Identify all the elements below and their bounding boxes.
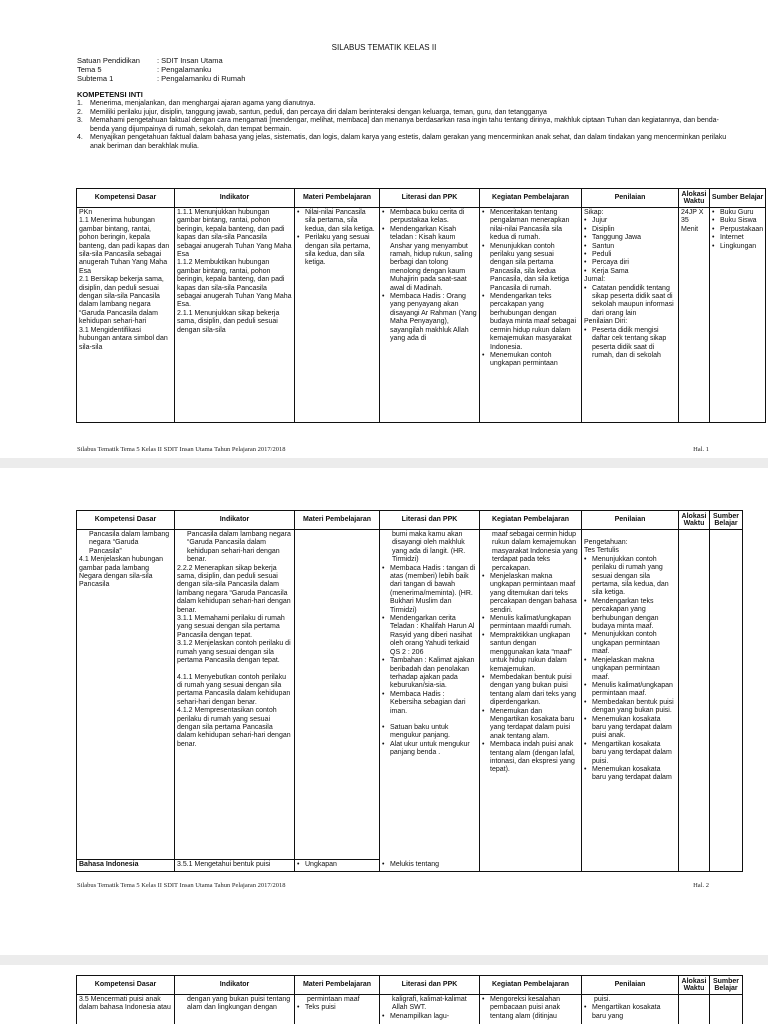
cell-literasi: • Melukis tentang	[380, 860, 480, 872]
header-literasi: Literasi dan PPK	[380, 511, 480, 530]
table-row	[77, 530, 743, 860]
table-row	[77, 208, 766, 423]
page-footer-2: Silabus Tematik Tema 5 Kelas II SDIT Insan Utama Tahun Pelajaran 2017/2018 Hal. 2	[77, 882, 709, 889]
cell-indikator: Pancasila dalam lambang negara “Garuda Pancasila dalam kehidupan sehari-hari dengan benar. 2.2.2 Menerapkan sikap bekerja sama, disiplin, dan peduli sesuai dengan sila-sila Pancasila dalam lambang negara “Garuda Pancasila dalam kehidupan sehari-hari dengan benar. 3.1.1 Memahami perilaku di rumah yang sesuai dengan sila pertama Pancasila dengan tepat. 3.1.2 Menjelaskan contoh perilaku di rumah yang sesuai dengan sila pertama Pancasila dengan tepat. 4.1.1 Menyebutkan contoh perilaku di rumah yang sesuai dengan sila pertama Pancasila dalam kehidupan sehari-hari dengan benar. 4.1.2 Mempresentasikan contoh perilaku di rumah yang sesuai dengan sila pertama Pancasila dalam kehidupan sehari-hari dengan benar.	[175, 530, 295, 860]
header-alokasi: Alokasi Waktu	[679, 189, 710, 208]
header-penilaian: Penilaian	[582, 189, 679, 208]
table-header	[77, 511, 743, 530]
table-header	[77, 976, 743, 995]
header-indikator: Indikator	[175, 976, 295, 995]
cell-literasi: bumi maka kamu akan disayangi oleh makhluk yang ada di langit. (HR. Tirmidzi) • Membaca Hadis : tangan di atas (memberi) lebih baik dari tangan di bawah (menerima/meminta). (HR. Bukhari Muslim dan Tirmidzi) • Mendengarkan cerita Teladan : Khalifah Harun Al Rasyid yang diberi nasihat oleh orang Yahudi terkaid QS 2 : 206 • Tambahan : Kalimat ajakan beribadah dan penolakan terhadap ajakan pada keburukan/sia-sia. • Membaca Hadis : Kebersiha sebagian dari iman. • Satuan baku untuk mengukur panjang. • Alat ukur untuk mengukur panjang benda .	[380, 530, 480, 860]
header-literasi: Literasi dan PPK	[380, 976, 480, 995]
header-kompetensi-dasar: Kompetensi Dasar	[77, 189, 175, 208]
meta-subtema: Subtema 1 : Pengalamanku di Rumah	[77, 74, 246, 83]
cell-sumber	[710, 530, 743, 860]
header-alokasi: Alokasi Waktu	[679, 976, 710, 995]
table-row	[77, 995, 743, 1024]
cell-sumber	[710, 995, 743, 1024]
page-footer-1: Silabus Tematik Tema 5 Kelas II SDIT Insan Utama Tahun Pelajaran 2017/2018 Hal. 1	[77, 446, 709, 453]
table-row	[77, 860, 743, 872]
cell-alokasi	[679, 860, 710, 872]
ki-item: 1. Menerima, menjalankan, dan menghargai ajaran agama yang dianutnya.	[77, 100, 316, 107]
header-alokasi: Alokasi Waktu	[679, 511, 710, 530]
syllabus-table-2	[76, 510, 743, 872]
cell-alokasi	[679, 995, 710, 1024]
meta-tema: Tema 5 : Pengalamanku	[77, 65, 212, 74]
page-2	[0, 458, 768, 973]
page-3	[0, 973, 768, 1024]
cell-kegiatan	[480, 860, 582, 872]
cell-indikator: dengan yang bukan puisi tentang alam dan lingkungan dengan	[175, 995, 295, 1024]
header-kegiatan: Kegiatan Pembelajaran	[480, 511, 582, 530]
cell-materi	[295, 530, 380, 860]
header-kegiatan: Kegiatan Pembelajaran	[480, 189, 582, 208]
header-sumber: Sumber Belajar	[710, 511, 743, 530]
cell-kompetensi-dasar: Pancasila dalam lambang negara “Garuda Pancasila” 4.1 Menjelaskan hubungan gambar pada lambang Negara dengan sila-sila Pancasila	[77, 530, 175, 860]
header-kompetensi-dasar: Kompetensi Dasar	[77, 976, 175, 995]
cell-kompetensi-dasar: PKn 1.1 Menerima hubungan gambar bintang, rantai, pohon beringin, kepala banteng, dan padi kapas dan sila-sila Pancasila sebagai anugerah Tuhan Yang Maha Esa 2.1 Bersikap bekerja sama, disiplin, dan peduli sesuai dengan sila-sila Pancasila dalam lambang negara “Garuda Pancasila dalam kehidupan sehari-hari 3.1 Mengidentifikasi hubungan antara simbol dan sila-sila	[77, 208, 175, 423]
cell-alokasi: 24JP X 35 Menit	[679, 208, 710, 423]
header-kegiatan: Kegiatan Pembelajaran	[480, 976, 582, 995]
cell-alokasi	[679, 530, 710, 860]
cell-materi: permintaan maaf • Teks puisi	[295, 995, 380, 1024]
cell-kompetensi-dasar: Bahasa Indonesia	[77, 860, 175, 872]
cell-kompetensi-dasar: 3.5 Mencermati puisi anak dalam bahasa Indonesia atau	[77, 995, 175, 1024]
header-kompetensi-dasar: Kompetensi Dasar	[77, 511, 175, 530]
page-separator	[0, 955, 768, 965]
cell-penilaian: Pengetahuan: Tes Tertulis • Menunjukkan contoh perilaku di rumah yang sesuai dengan sila pertama, sila kedua, dan sila ketiga. • Mendengarkan teks percakapan yang berhubungan dengan budaya minta maaf. • Menunjukkan contoh ungkapan permintaan maaf. • Menjelaskan makna ungkapan permintaan maaf. • Menulis kalimat/ungkapan permintaan maaf. • Membedakan bentuk puisi dengan yang bukan puisi. • Menemukan kosakata baru yang terdapat dalam puisi anak. • Mengartikan kosakata baru yang terdapat dalam puisi. • Menemukan kosakata baru yang terdapat dalam	[582, 530, 679, 860]
cell-kegiatan: • Menceritakan tentang pengalaman menerapkan nilai-nilai Pancasila sila kedua di rumah. • Menunjukkan contoh perilaku yang sesuai dengan sila pertama Pancasila, sila kedua Pancasila, dan sila ketiga Pancasila di rumah. • Mendengarkan teks percakapan yang berhubungan dengan budaya minta maaf sebagai cermin hidup rukun dalam kemajemukan masyarakat Indonesia. • Menemukan contoh ungkapan permintaan	[480, 208, 582, 423]
header-penilaian: Penilaian	[582, 511, 679, 530]
cell-penilaian: puisi. • Mengartikan kosakata baru yang	[582, 995, 679, 1024]
cell-materi: • Ungkapan	[295, 860, 380, 872]
header-literasi: Literasi dan PPK	[380, 189, 480, 208]
cell-sumber: • Buku Guru • Buku Siswa • Perpustakaan • Internet • Lingkungan	[710, 208, 766, 423]
kompetensi-inti-heading: KOMPETENSI INTI	[77, 90, 143, 99]
table-header	[77, 189, 766, 208]
header-penilaian: Penilaian	[582, 976, 679, 995]
header-indikator: Indikator	[175, 189, 295, 208]
page-1	[0, 0, 768, 458]
ki-item: 2. Memiliki perilaku jujur, disiplin, tanggung jawab, santun, peduli, dan percaya diri dalam berinteraksi dengan keluarga, teman, guru, dan tetangganya	[77, 108, 547, 116]
cell-materi: • Nilai-nilai Pancasila sila pertama, sila kedua, dan sila ketiga. • Perilaku yang sesuai dengan sila pertama, sila kedua, dan sila ketiga.	[295, 208, 380, 423]
cell-indikator: 3.5.1 Mengetahui bentuk puisi	[175, 860, 295, 872]
header-materi: Materi Pembelajaran	[295, 511, 380, 530]
cell-penilaian: Sikap: • Jujur • Disiplin • Tanggung Jawa • Santun • Peduli • Percaya diri • Kerja Sama Jurnal: • Catatan pendidik tentang sikap peserta didik saat di sekolah maupun informasi dari orang lain Penilaian Diri: • Peserta didik mengisi daftar cek tentang sikap peserta didik saat di rumah, dan di sekolah	[582, 208, 679, 423]
header-sumber: Sumber Belajar	[710, 189, 766, 208]
cell-literasi: • Membaca buku cerita di perpustakaa kelas. • Mendengarkan Kisah teladan : Kisah kaum Anshar yang menyambut ramah, hidup rukun, saling berbagi dan tolong menolong dengan kaum Muhajirin pada saat-saat awal di Madinah. • Membaca Hadis : Orang yang penyayang akan disayangi Ar Rahman (Yang Maha Penyayang), sayangilah makhluk Allah yang ada di	[380, 208, 480, 423]
cell-kegiatan: maaf sebagai cermin hidup rukun dalam kemajemukan masyarakat Indonesia yang terdapat pada teks percakapan. • Menjelaskan makna ungkapan permintaan maaf yang ditemukan dari teks percakapan dengan bahasa sendiri. • Menulis kalimat/ungkapan permintaan maafdi rumah. • Mempraktikkan ungkapan santun dengan menggunakan kata “maaf” untuk hidup rukun dalam kemajemukan. • Membedakan bentuk puisi dengan yang bukan puisi tentang alam dari teks yang diperdengarkan. • Menemukan dan Mengartikan kosakata baru yang terdapat dalam puisi anak tentang alam. • Membaca indah puisi anak tentang alam (dengan lafal, intonasi, dan ekspresi yang tepat).	[480, 530, 582, 860]
cell-sumber	[710, 860, 743, 872]
header-materi: Materi Pembelajaran	[295, 189, 380, 208]
syllabus-table-1	[76, 188, 766, 423]
document-title: SILABUS TEMATIK KELAS II	[331, 43, 437, 52]
header-materi: Materi Pembelajaran	[295, 976, 380, 995]
cell-penilaian	[582, 860, 679, 872]
header-indikator: Indikator	[175, 511, 295, 530]
meta-satuan: Satuan Pendidikan : SDIT Insan Utama	[77, 56, 223, 65]
header-sumber: Sumber Belajar	[710, 976, 743, 995]
syllabus-table-3	[76, 975, 743, 1024]
cell-indikator: 1.1.1 Menunjukkan hubungan gambar bintang, rantai, pohon beringin, kepala banteng, dan padi kapas dan sila-sila Pancasila sebagai anugerah Tuhan Yang Maha Esa 1.1.2 Membuktikan hubungan gambar bintang, rantai, pohon beringin, kepala banteng, dan padi kapas dan sila-sila Pancasila sebagai anugerah Tuhan Yang Maha Esa. 2.1.1 Menunjukkan sikap bekerja sama, disiplin, dan peduli sesuai dengan sila-sila	[175, 208, 295, 423]
ki-item: 3. Memahami pengetahuan faktual dengan cara mengamati [mendengar, melihat, membaca] dan menanya berdasarkan rasa ingin tahu tentang dirinya, makhluk ciptaan Tuhan dan kegiatannya, dan benda-benda yang dijumpainya di rumah, sekolah, dan tempat bermain.	[77, 117, 719, 133]
kompetensi-inti-list	[77, 100, 732, 152]
cell-literasi: kaligrafi, kalimat-kalimat Allah SWT. • Menampilkan lagu-	[380, 995, 480, 1024]
cell-kegiatan: • Mengoreksi kesalahan pembacaan puisi anak tentang alam (ditinjau	[480, 995, 582, 1024]
ki-item: 4. Menyajikan pengetahuan faktual dalam bahasa yang jelas, sistematis, dan logis, dalam karya yang estetis, dalam gerakan yang mencerminkan anak sehat, dan dalam tindakan yang mencerminkan perilaku anak beriman dan berakhlak mulia.	[77, 134, 727, 150]
